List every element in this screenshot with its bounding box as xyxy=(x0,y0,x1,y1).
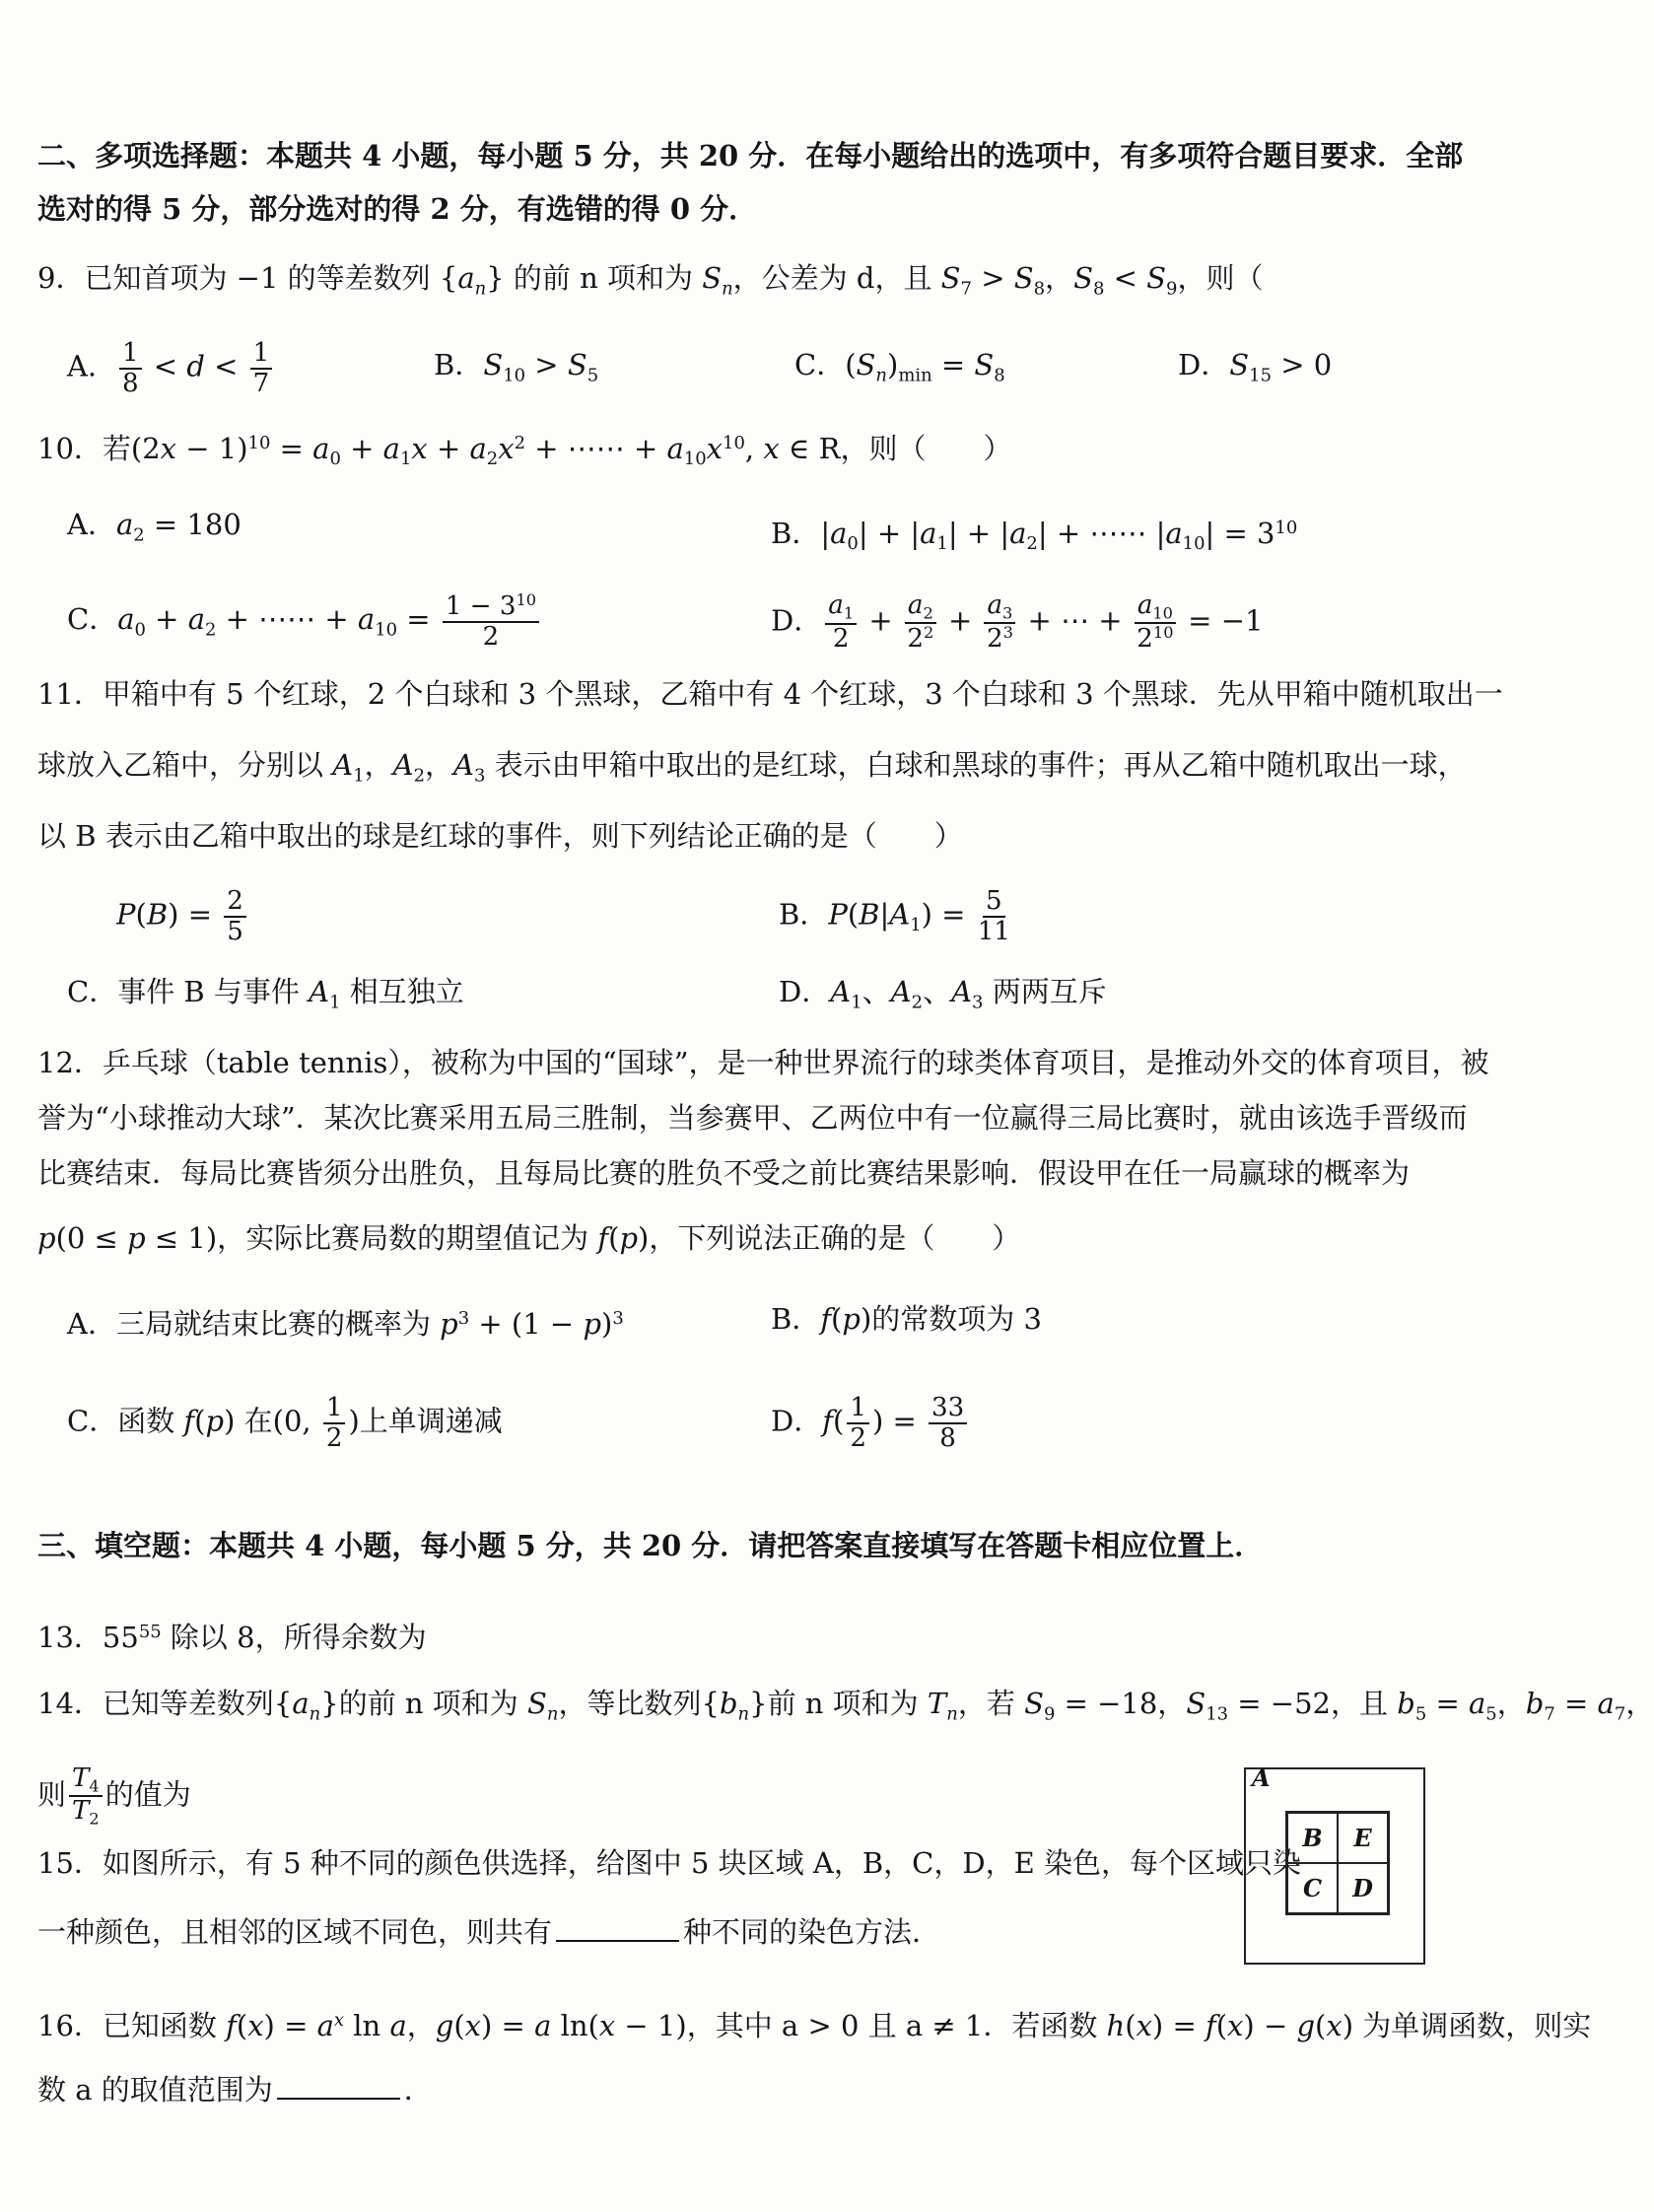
question-10-option-b: B．$|a_0| + |a_1| + |a_2|$ + ⋯⋯ $|a_{10}| = 3^{10}$ xyxy=(771,516,1298,555)
question-11-option-c: C．事件 B 与事件 $A_1$ 相互独立 xyxy=(67,975,464,1013)
region-a-label: A xyxy=(1252,1763,1271,1792)
question-11-option-d: D．$A_1$、$A_2$、$A_3$ 两两互斥 xyxy=(779,975,1107,1013)
question-15-line2: 一种颜色，且相邻的区域不同色，则共有 种不同的染色方法． xyxy=(37,1912,940,1952)
question-11-option-a: P(B) = $\frac{2}{5}$ xyxy=(116,887,249,945)
region-e-label: E xyxy=(1338,1813,1388,1863)
question-10-option-c: C．$a_0 + a_2$ + ⋯⋯ + $a_{10}$ = $\frac{1 - 3^{10}}{2}$ xyxy=(67,591,542,651)
question-12-option-d: D．f( $\frac{1}{2}$ ) = $\frac{33}{8}$ xyxy=(771,1394,970,1452)
question-16-line2: 数 a 的取值范围为 ． xyxy=(37,2070,433,2109)
question-12-line1: 12．乒乓球（table tennis），被称为中国的“国球”，是一种世界流行的球类体育项目，是推动外交的体育项目，被 xyxy=(37,1046,1489,1079)
question-11-option-b: B．$P(B|A_1)$ = $\frac{5}{11}$ xyxy=(779,886,1010,946)
answer-blank-15[interactable] xyxy=(556,1912,679,1942)
question-9-option-c: C．$(S_n)_{min} = S_8$ xyxy=(794,348,1005,386)
question-11-line1: 11．甲箱中有 5 个红球，2 个白球和 3 个黑球，乙箱中有 4 个红球，3 个白球和 3 个黑球．先从甲箱中随机取出一 xyxy=(37,677,1503,711)
question-10-stem: 10．若$(2x - 1)^{10} = a_0 + a_1x + a_2x^2$ + ⋯⋯ + $a_{10}x^{10}$, x ∈ R，则（ ） xyxy=(37,431,1012,470)
question-9-option-a: A． $\frac{1}{8}$ < d < $\frac{1}{7}$ xyxy=(67,339,275,397)
section2-heading-line2: 选对的得 5 分，部分选对的得 2 分，有选错的得 0 分． xyxy=(37,192,758,226)
region-b-label: B xyxy=(1287,1813,1338,1863)
question-9-option-d: D．$S_{15} > 0$ xyxy=(1178,348,1333,386)
question-11-line3: 以 B 表示由乙箱中取出的球是红球的事件，则下列结论正确的是（ ） xyxy=(37,819,963,853)
question-15-line1: 15．如图所示，有 5 种不同的颜色供选择，给图中 5 块区域 A，B，C，D，E 染色，每个区域只染 xyxy=(37,1846,1301,1880)
answer-blank-16[interactable] xyxy=(277,2070,400,2100)
question-12-option-c: C．函数 f(p) 在(0, $\frac{1}{2}$ )上单调递减 xyxy=(67,1393,503,1453)
question-13: 13．$55^{55}$ 除以 8，所得余数为 xyxy=(37,1620,427,1654)
question-10-option-d: D． $\frac{a_1}{2}$ + $\frac{a_2}{2^2}$ + $\frac{a_3}{2^3}$ + ⋯ + $\frac{a_{10}}{2^{10}}$ = −1 xyxy=(771,590,1264,655)
question-12-option-b: B．f(p)的常数项为 3 xyxy=(771,1302,1042,1336)
question-12-line2: 誉为“小球推动大球”．某次比赛采用五局三胜制，当参赛甲、乙两位中有一位赢得三局比赛时，就由该选手晋级而 xyxy=(37,1101,1468,1135)
question-9-option-b: B．$S_{10} > S_5$ xyxy=(434,348,599,386)
question-16-line1: 16．已知函数 $f(x) = a^x$ ln a，g(x) = a ln(x − 1)，其中 a > 0 且 a ≠ 1．若函数 h(x) = f(x) − g(x) 为单调函数，则实 xyxy=(37,2008,1592,2042)
question-14-line2: 则 $\frac{T_4}{T_2}$ 的值为 xyxy=(37,1763,191,1830)
region-grid xyxy=(1285,1811,1390,1915)
question-12-line3: 比赛结束．每局比赛皆须分出胜负，且每局比赛的胜负不受之前比赛结果影响．假设甲在任一局赢球的概率为 xyxy=(37,1156,1411,1190)
region-c-label: C xyxy=(1287,1863,1338,1913)
question-14-line1: 14．已知等差数列$\{a_n\}$的前 n 项和为 $S_n$，等比数列$\{b_n\}$前 n 项和为 $T_n$，若 $S_9 = -18$，$S_{13} = -52$，且 $b_5 = a_5$，$b_7 = a_7$， xyxy=(37,1687,1654,1725)
question-9-stem: 9．已知首项为 −1 的等差数列 $\{a_n\}$ 的前 n 项和为 $S_n$，公差为 d，且 $S_7 > S_8$，$S_8 < S_9$，则（ xyxy=(37,261,1264,300)
question-12-option-a: A．三局就结束比赛的概率为 $p^3 + (1 - p)^3$ xyxy=(67,1306,624,1341)
question-12-line4: p(0 ≤ p ≤ 1)，实际比赛局数的期望值记为 f(p)，下列说法正确的是（ ） xyxy=(37,1221,1021,1255)
question-10-option-a: A．$a_2 = 180$ xyxy=(67,508,241,546)
section3-heading: 三、填空题：本题共 4 小题，每小题 5 分，共 20 分．请把答案直接填写在答题卡相应位置上． xyxy=(37,1529,1264,1562)
question-11-line2: 球放入乙箱中，分别以 $A_1$，$A_2$，$A_3$ 表示由甲箱中取出的是红球，白球和黑球的事件；再从乙箱中随机取出一球， xyxy=(37,748,1467,787)
coloring-region-figure xyxy=(1244,1763,1425,1965)
region-d-label: D xyxy=(1338,1863,1388,1913)
section2-heading-line1: 二、多项选择题：本题共 4 小题，每小题 5 分，共 20 分．在每小题给出的选项中，有多项符合题目要求．全部 xyxy=(37,139,1464,173)
